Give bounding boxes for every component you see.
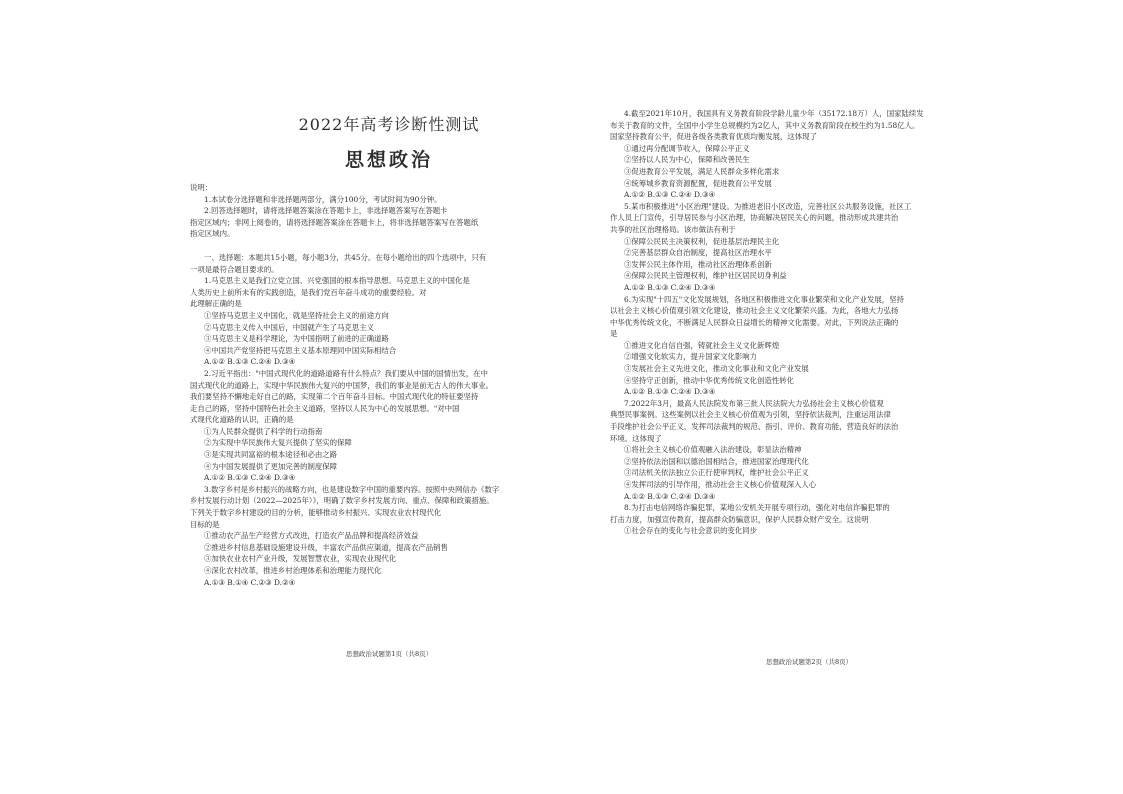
choice-statement: ④坚持守正创新，推动中华优秀传统文化创造性转化 (624, 375, 794, 385)
question-8 (610, 502, 1008, 537)
choice-statement: ②马克思主义传入中国后，中国就产生了马克思主义 (204, 322, 374, 332)
choice-statement: ③马克思主义是科学理论，为中国指明了前进的正确道路 (204, 334, 389, 344)
section-1-intro (190, 252, 588, 275)
question-6 (610, 294, 1008, 398)
question-stem: 以社会主义核心价值观引领文化建设，推动社会主义文化繁荣兴盛。为此，各地大力弘扬 (610, 306, 899, 316)
section-line: 一、选择题：本题共15小题，每小题3分，共45分。在每小题给出的四个选项中，只有 (204, 252, 487, 262)
question-stem: 中华优秀传统文化，不断满足人民群众日益增长的精神文化需要。对此，下列说法正确的 (610, 317, 899, 327)
choice-statement: ③加快农业农村产业升级，发展智慧农业，实现农业现代化 (204, 554, 397, 564)
question-1 (190, 275, 588, 368)
choice-statement: ②完善基层群众自治制度，提高社区治理水平 (624, 248, 772, 258)
choice-statement: ④保障公民民主管理权利，维护社区居民切身利益 (624, 271, 787, 281)
question-5 (610, 201, 1008, 294)
choice-statement: ①保障公民民主决策权利，促进基层治理民主化 (624, 236, 780, 246)
choice-statement: ④发挥司法的引导作用，推动社会主义核心价值观深入人心 (624, 480, 817, 489)
choice-statement: ④深化农村改革，推进乡村治理体系和治理能力现代化 (204, 566, 382, 575)
choice-statement: ②坚持依法治国和以德治国相结合，推进国家治理现代化 (624, 456, 809, 466)
question-stem: 4.截至2021年10月，我国具有义务教育阶段学龄儿童少年（35172.18万）人，国家陆续发 (624, 109, 924, 118)
question-stem: 共享的社区治理格局。该市做法有利于 (610, 224, 736, 234)
answer-options: A.①② B.①③ C.②④ D.③④ (624, 491, 716, 501)
question-stem: 典型民事案例。这些案例以社会主义核心价值观为引领，坚持依法裁判，注重运用法律 (610, 410, 891, 420)
choice-statement: ④中国共产党坚持把马克思主义基本原理同中国实际相结合 (204, 345, 397, 355)
question-stem: 布关于教育的文件，全国中小学生总规模约为2亿人，其中义务教育阶段在校生约为1.58亿人。 (610, 120, 920, 130)
right-page (610, 108, 1008, 666)
question-2 (190, 368, 588, 484)
choice-statement: ③司法机关依法独立公正行使审判权，维护社会公平正义 (624, 468, 809, 478)
choice-statement: ①通过再分配调节收入，保障公平正义 (624, 143, 750, 153)
exam-title: 2022年高考诊断性测试 (298, 115, 480, 134)
choice-statement: ①坚持马克思主义中国化，就是坚持社会主义的前途方向 (204, 310, 389, 320)
choice-statement: ②为实现中华民族伟大复兴提供了坚实的保障 (204, 438, 352, 448)
answer-options: A.①② B.①③ C.②④ D.③④ (624, 190, 716, 200)
question-stem: 人类历史上前所未有的实践创造，是我们党百年奋斗成功的重要经验。对 (190, 287, 427, 297)
choice-statement: ①推进文化自信自强，铸就社会主义文化新辉煌 (624, 340, 780, 350)
question-stem: 目标的是 (190, 519, 220, 529)
answer-options: A.①③ B.①④ C.②③ D.②④ (204, 577, 296, 587)
question-stem: 国家坚持教育公平，促进各级各类教育优质均衡发展，这体现了 (610, 132, 817, 142)
subject-title: 思想政治 (344, 149, 433, 171)
question-stem: 2.习近平指出："中国式现代化的道路道路有什么特点？我们要从中国的国情出发，在中 (204, 368, 488, 378)
question-7 (610, 398, 1008, 502)
question-stem: 我们要坚持不懈地走好自己的路，实现第二个百年奋斗目标。中国式现代化的特征要坚持 (190, 392, 479, 402)
page-footer: 思想政治试题第2页（共8页） (765, 658, 853, 666)
question-stem: 8.为打击电信网络诈骗犯罪，某地公安机关开展专项行动，强化对电信诈骗犯罪的 (624, 503, 890, 513)
question-stem: 此理解正确的是 (190, 299, 242, 309)
page-footer: 思想政治试题第1页（共8页） (345, 650, 433, 658)
choice-statement: ③发挥公民主体作用，推动社区治理体系创新 (624, 259, 772, 269)
choice-statement: ④统筹城乡教育资源配置，促进教育公平发展 (624, 178, 772, 188)
note-line: 指定区域内。 (190, 229, 235, 239)
choice-statement: ③是实现共同富裕的根本途径和必由之路 (204, 450, 338, 460)
question-stem: 是 (610, 329, 618, 339)
choice-statement: ①将社会主义核心价值观融入法治建设，彰显法治精神 (624, 445, 802, 455)
choice-statement: ①推动农产品生产经营方式改进，打造农产品品牌和提高经济效益 (204, 531, 419, 541)
note-line: 2.回答选择题时，请将选择题答案涂在答题卡上，非选择题答案写在答题卡 (204, 206, 448, 216)
choice-statement: ①社会存在的变化与社会意识的变化同步 (624, 526, 758, 536)
choice-statement: ③促进教育公平发展，满足人民群众多样化需求 (624, 166, 780, 176)
choice-statement: ②坚持以人民为中心，保障和改善民生 (624, 155, 750, 165)
answer-options: A.①② B.①③ C.②④ D.③④ (204, 473, 296, 483)
question-stem: 作人员上门宣传，引导居民参与小区治理，协商解决居民关心的问题，推动形成共建共治 (610, 213, 899, 223)
question-stem: 7.2022年3月，最高人民法院发布第三批人民法院大力弘扬社会主义核心价值观 (624, 398, 884, 408)
question-stem: 走自己的路，坚持中国特色社会主义道路，坚持以人民为中心的发展思想。"对中国 (190, 403, 460, 413)
question-stem: 3.数字乡村是乡村振兴的战略方向，也是建设数字中国的重要内容。按照中央网信办《数字 (204, 484, 500, 494)
notes-heading: 说明： (190, 183, 213, 192)
note-line: 指定区域内；非网上阅卷的，请将选择题答案涂在答题卡上，将非选择题答案写在答题纸 (190, 217, 479, 227)
choice-statement: ②增强文化软实力，提升国家文化影响力 (624, 352, 758, 362)
question-4 (610, 108, 1008, 201)
question-stem: 式现代化道路的认识，正确的是 (190, 415, 294, 425)
question-stem: 下列关于数字乡村建设的目的分析，能够推动乡村振兴、实现农业农村现代化 (190, 508, 442, 518)
question-stem: 6.为实现"十四五"文化发展规划，各地区积极推进文化事业繁荣和文化产业发展，坚持 (624, 294, 904, 304)
choice-statement: ③发展社会主义先进文化，推动文化事业和文化产业发展 (624, 364, 809, 374)
choice-statement: ④为中国发展提供了更加完善的制度保障 (204, 461, 338, 471)
question-3 (190, 484, 588, 588)
question-stem: 手段维护社会公平正义，发挥司法裁判的规范、指引、评价、教育功能，营造良好的法治 (610, 422, 899, 432)
left-page (190, 100, 588, 658)
question-stem: 环境。这体现了 (610, 433, 662, 443)
choice-statement: ①为人民群众提供了科学的行动指南 (204, 426, 323, 436)
question-stem: 1.马克思主义是我们立党立国、兴党强国的根本指导思想。马克思主义的中国化是 (204, 276, 470, 286)
question-stem: 国式现代化的道路上，实现中华民族伟大复兴的中国梦，我们的事业是前无古人的伟大事业。 (190, 380, 494, 390)
notes-block (190, 194, 588, 240)
answer-options: A.①② B.①③ C.②④ D.③④ (624, 282, 716, 292)
choice-statement: ②推进乡村信息基础设施建设升级，丰富农产品供应渠道，提高农产品销售 (204, 542, 448, 552)
answer-options: A.①② B.①③ C.②④ D.③④ (204, 357, 296, 367)
question-stem: 5.某市积极推进"小区治理"建设。为推进老旧小区改造，完善社区公共服务设施，社区工 (624, 201, 912, 211)
note-line: 1.本试卷分选择题和非选择题两部分，满分100分，考试时间为90分钟。 (204, 194, 442, 204)
section-line: 一项是最符合题目要求的。 (190, 264, 279, 274)
question-stem: 乡村发展行动计划（2022—2025年）》，明确了数字乡村发展方向、重点、保障和政策措施。 (190, 496, 494, 506)
answer-options: A.①② B.①③ C.②④ D.③④ (624, 387, 716, 397)
question-stem: 打击力度，加强宣传教育，提高群众防骗意识，保护人民群众财产安全。这说明 (610, 514, 869, 524)
